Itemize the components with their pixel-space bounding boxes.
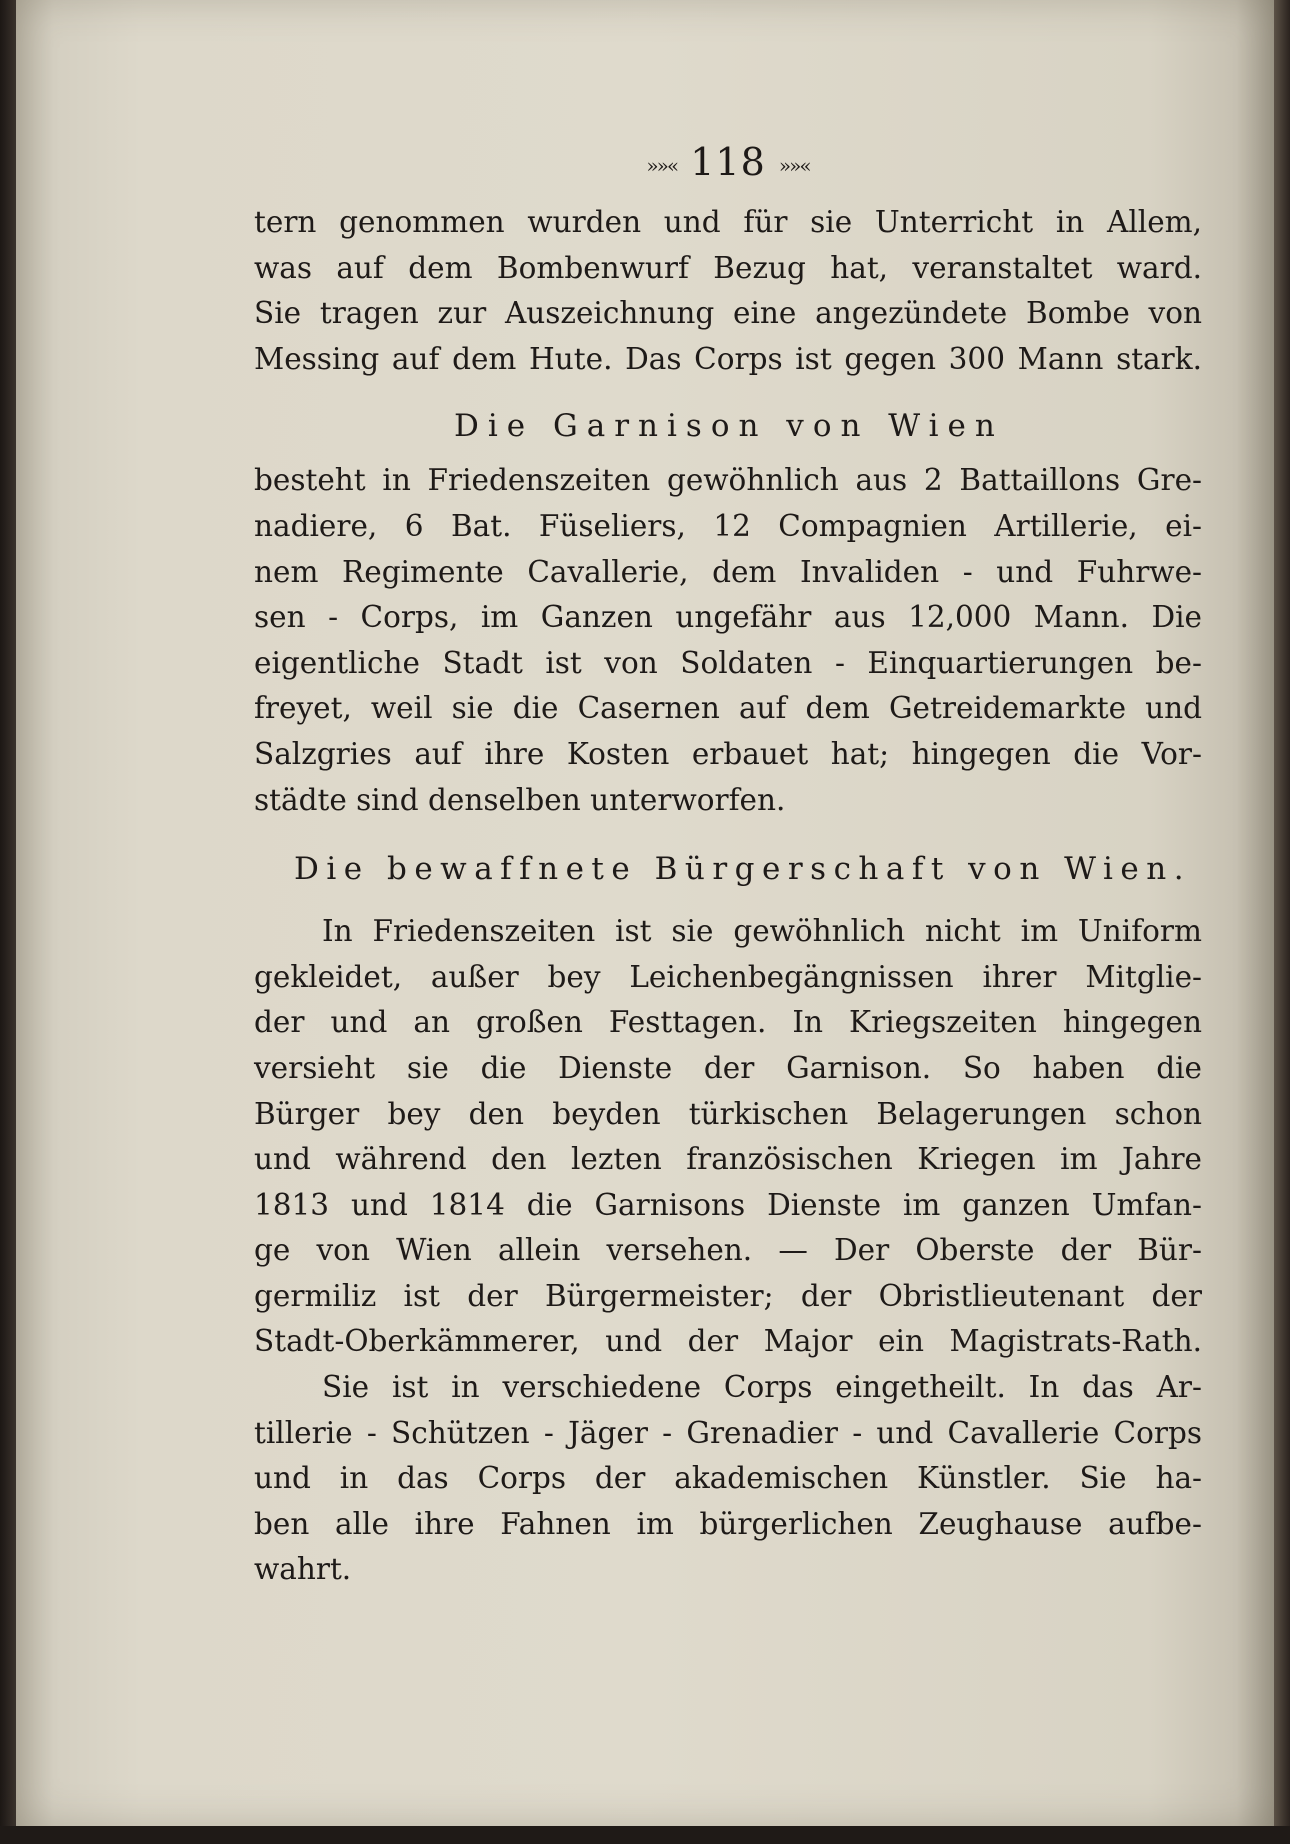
paragraph-3 xyxy=(254,909,1202,1365)
text-line: wahrt. xyxy=(254,1552,352,1587)
text-line: was auf dem Bombenwurf Bezug hat, veranstaltet ward. xyxy=(254,250,1202,285)
header-ornament-left: »»« xyxy=(646,153,678,178)
page-header xyxy=(254,140,1202,190)
text-line: versieht sie die Dienste der Garnison. So haben die xyxy=(254,1050,1202,1085)
book-binding-left xyxy=(0,0,16,1844)
text-line: Bürger bey den beyden türkischen Belagerungen schon xyxy=(254,1096,1202,1131)
header-ornament-right: »»« xyxy=(778,153,810,178)
text-line: besteht in Friedenszeiten gewöhnlich aus 2 Battaillons Gre- xyxy=(254,463,1202,498)
text-line: tern genommen wurden und für sie Unterricht in Allem, xyxy=(254,205,1202,239)
section-heading-buergerschaft: Die bewaffnete Bürgerschaft von Wien. xyxy=(294,851,1192,888)
text-line: Sie ist in verschiedene Corps eingetheilt. In das Ar- xyxy=(322,1370,1202,1405)
text-line: Salzgries auf ihre Kosten erbauet hat; hingegen die Vor- xyxy=(254,736,1202,771)
text-line: eigentliche Stadt ist von Soldaten - Einquartierungen be- xyxy=(254,645,1202,680)
text-line: Stadt-Oberkämmerer, und der Major ein Magistrats-Rath. xyxy=(254,1324,1202,1359)
text-line: In Friedenszeiten ist sie gewöhnlich nicht im Uniform xyxy=(322,914,1202,949)
text-line: nadiere, 6 Bat. Füseliers, 12 Compagnien Artillerie, ei- xyxy=(254,508,1202,543)
text-line: sen - Corps, im Ganzen ungefähr aus 12,000 Mann. Die xyxy=(254,600,1202,635)
text-line: der und an großen Festtagen. In Kriegszeiten hingegen xyxy=(254,1005,1202,1040)
text-line: gekleidet, außer bey Leichenbegängnissen ihrer Mitglie- xyxy=(254,959,1202,994)
section-heading-garnison: Die Garnison von Wien xyxy=(454,408,1004,445)
scan-bottom-edge xyxy=(0,1826,1290,1844)
text-line: tillerie - Schützen - Jäger - Grenadier - und Cavallerie Corps xyxy=(254,1415,1202,1450)
book-page xyxy=(16,0,1274,1826)
page-number: 118 xyxy=(690,140,766,184)
text-line: Messing auf dem Hute. Das Corps ist gegen 300 Mann stark. xyxy=(254,341,1202,376)
text-line: 1813 und 1814 die Garnisons Dienste im ganzen Umfan- xyxy=(254,1187,1202,1222)
book-edge-right xyxy=(1274,0,1290,1844)
text-line: freyet, weil sie die Casernen auf dem Getreidemarkte und xyxy=(254,691,1202,726)
text-line: städte sind denselben unterworfen. xyxy=(254,782,786,817)
text-block xyxy=(254,140,1202,1593)
text-line: Sie tragen zur Auszeichnung eine angezündete Bombe von xyxy=(254,296,1202,331)
text-line: ben alle ihre Fahnen im bürgerlichen Zeughause aufbe- xyxy=(254,1506,1202,1541)
text-line: und während den lezten französischen Kriegen im Jahre xyxy=(254,1142,1202,1177)
text-line: ge von Wien allein versehen. — Der Oberste der Bür- xyxy=(254,1233,1202,1268)
paragraph-1 xyxy=(254,200,1202,382)
text-line: nem Regimente Cavallerie, dem Invaliden - und Fuhrwe- xyxy=(254,554,1202,589)
text-line: und in das Corps der akademischen Künstler. Sie ha- xyxy=(254,1461,1202,1496)
text-line: germiliz ist der Bürgermeister; der Obristlieutenant der xyxy=(254,1278,1202,1313)
paragraph-4 xyxy=(254,1365,1202,1593)
paragraph-2 xyxy=(254,458,1202,823)
